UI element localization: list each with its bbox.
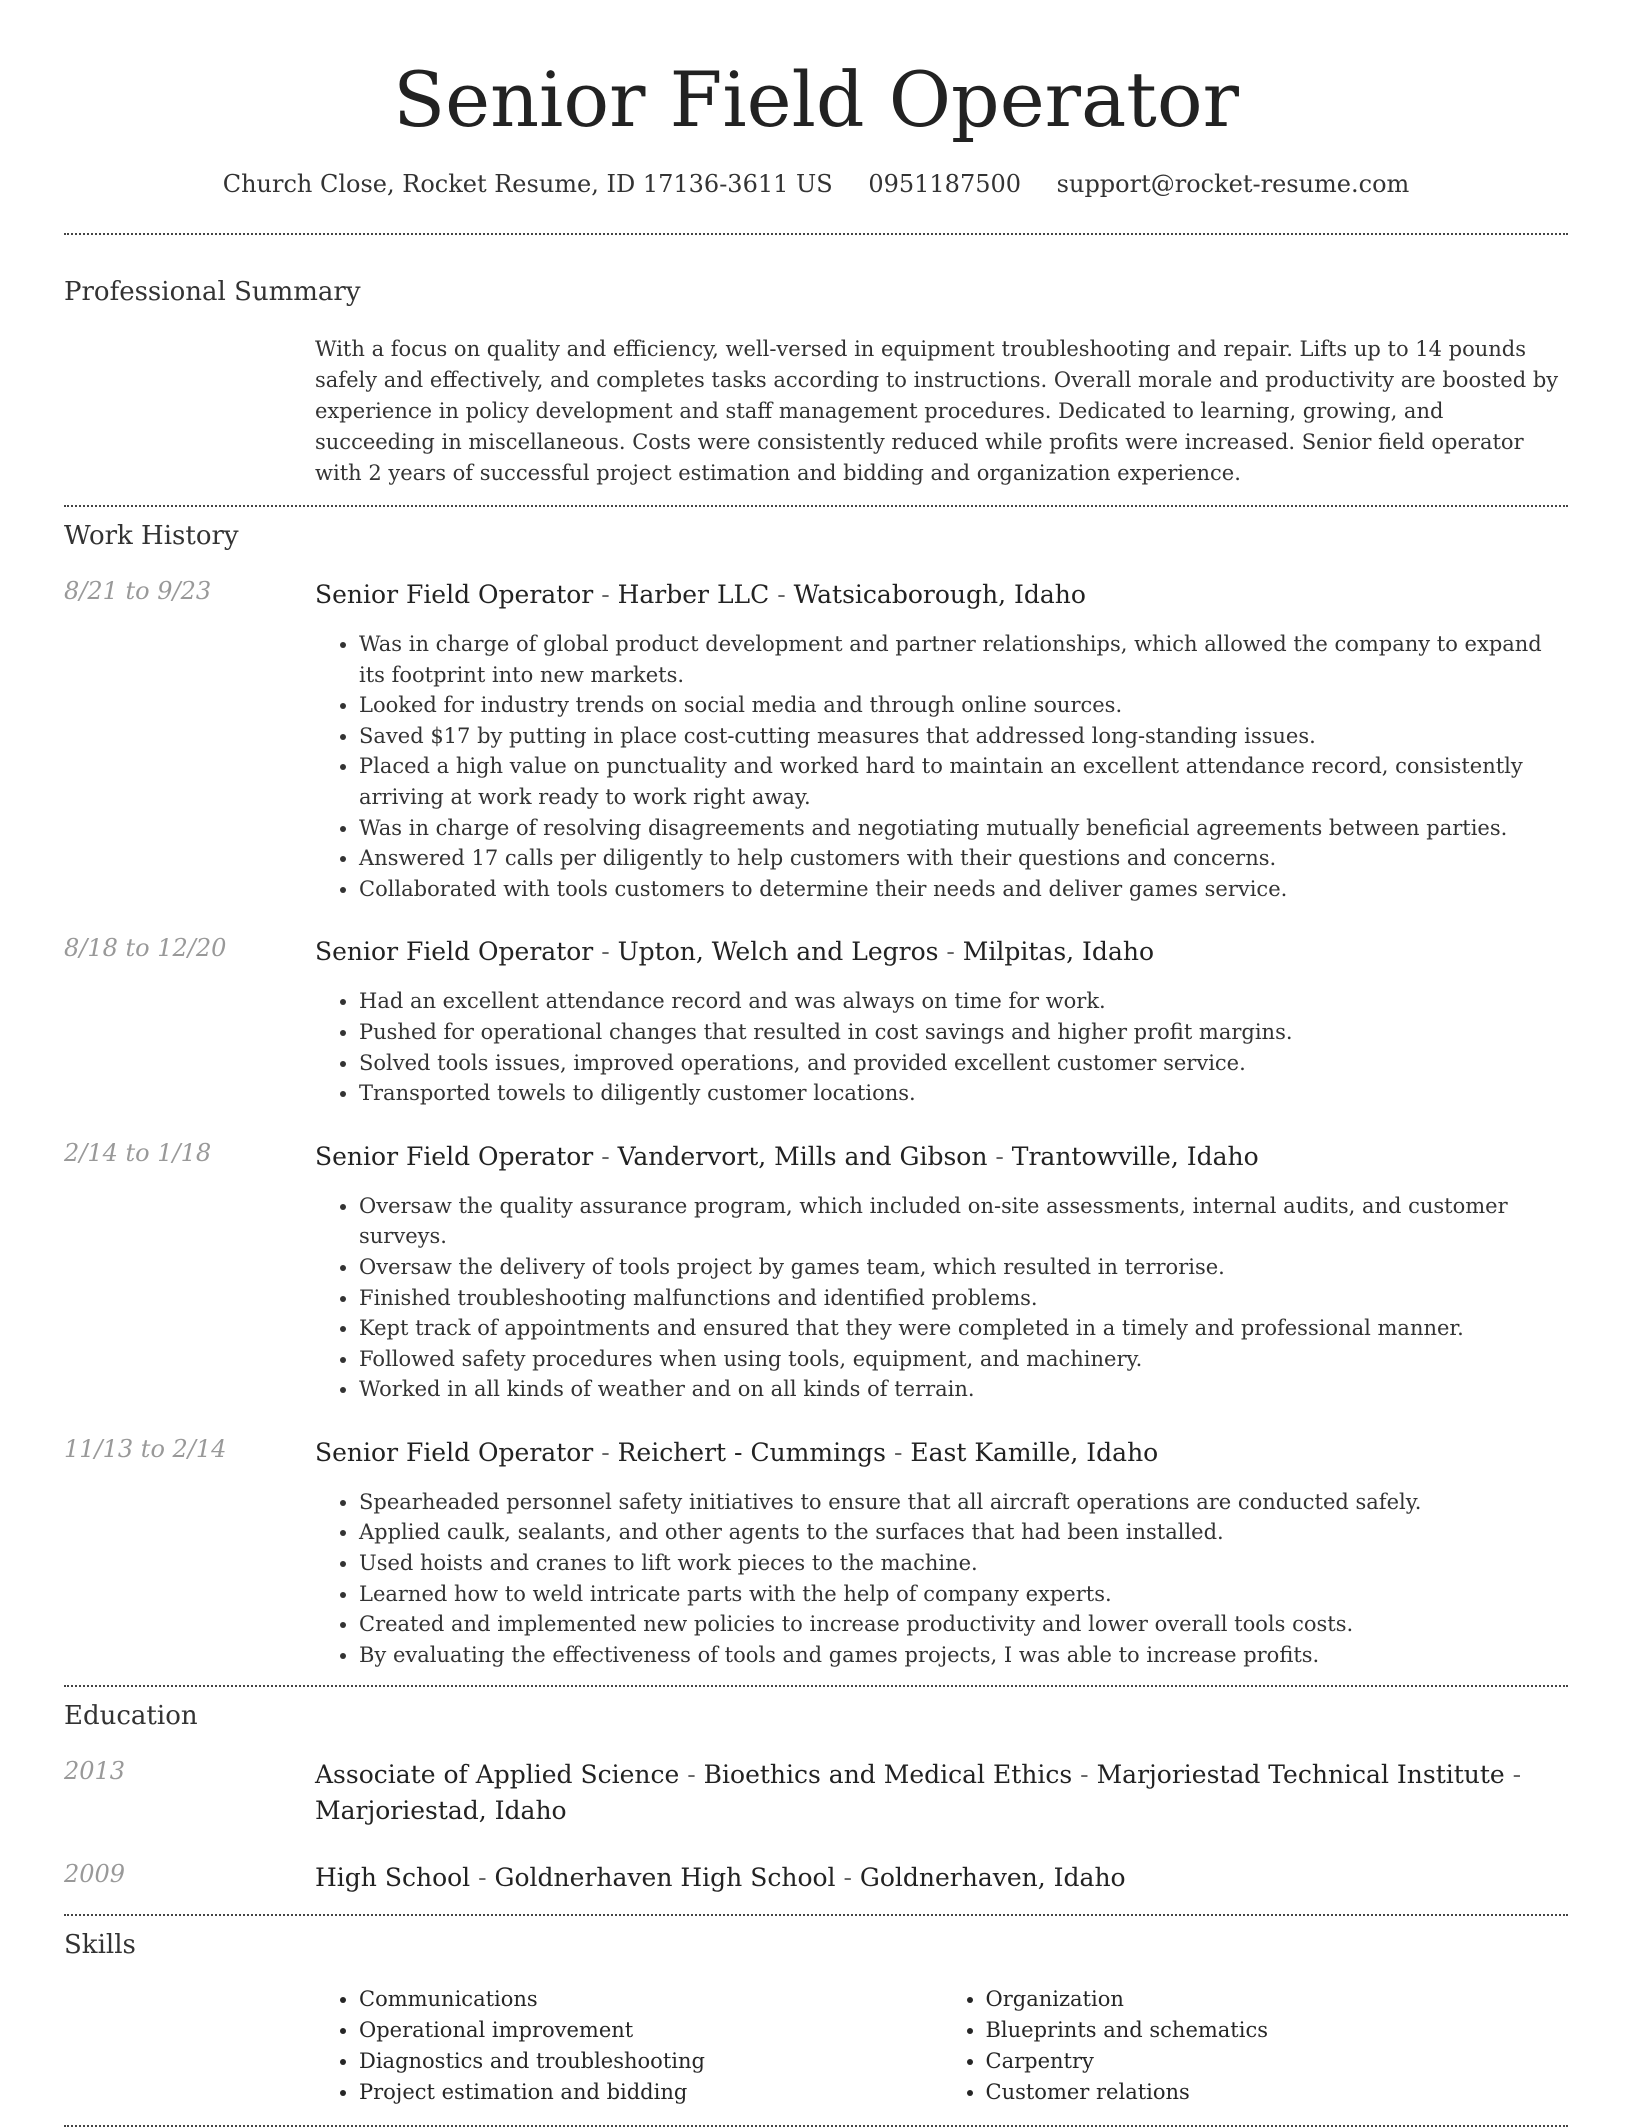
- job-bullets: [315, 1191, 1568, 1405]
- skill-item: • Project estimation and bidding: [359, 2077, 942, 2108]
- education-location: Goldnerhaven, Idaho: [859, 1863, 1126, 1893]
- contact-line: [64, 170, 1568, 198]
- job-bullet: • Pushed for operational changes that resulted in cost savings and higher profit margins.: [359, 1017, 1568, 1048]
- job-bullet: • Learned how to weld intricate parts with the help of company experts.: [359, 1579, 1568, 1610]
- education-location: Marjoriestad, Idaho: [315, 1796, 567, 1826]
- job-title-line: Senior Field Operator - Reichert - Cummings - East Kamille, Idaho: [315, 1437, 1159, 1467]
- job-employer: Vandervort, Mills and Gibson: [617, 1141, 988, 1171]
- education-school: Goldnerhaven High School: [494, 1863, 836, 1893]
- skill-item: • Customer relations: [986, 2077, 1569, 2108]
- job-details: [315, 1435, 1568, 1671]
- job-bullet: • Had an excellent attendance record and was always on time for work.: [359, 986, 1568, 1017]
- job-bullet: • Applied caulk, sealants, and other agents to the surfaces that had been installed.: [359, 1517, 1568, 1548]
- job-title-line: Senior Field Operator - Harber LLC - Watsicaborough, Idaho: [315, 580, 1086, 609]
- job-entry: [64, 1435, 1568, 1671]
- job-bullet: • Placed a high value on punctuality and worked hard to maintain an excellent attendance record, consistently arriving at work ready to work right away.: [359, 751, 1568, 812]
- section-title-skills: Skills: [64, 1930, 136, 1961]
- job-bullet: • Solved tools issues, improved operations, and provided excellent customer service.: [359, 1048, 1568, 1079]
- resume-name: Senior Field Operator: [393, 55, 1239, 144]
- job-dates: 11/13 to 2/14: [64, 1434, 227, 1463]
- skill-item: • Operational improvement: [359, 2015, 942, 2046]
- job-location: Milpitas, Idaho: [962, 937, 1154, 967]
- summary-text: With a focus on quality and efficiency, well-versed in equipment troubleshooting and repair. Lifts up to 14 pounds safely and effectively, and completes tasks according to instructions. Overall morale and productivity are boosted by experience in policy development and staff management procedures. Dedicated to learning, growing, and succeeding in miscellaneous. Costs were consistently reduced while profits were increased. Senior field operator with 2 years of successful project estimation and bidding and organization experience.: [315, 337, 1559, 485]
- job-title-line: Senior Field Operator - Vandervort, Mills and Gibson - Trantowville, Idaho: [315, 1141, 1259, 1171]
- job-employer: Harber LLC: [617, 580, 770, 609]
- education-details: Associate of Applied Science - Bioethics and Medical Ethics - Marjoriestad Technical Institute - Marjoriestad, Idaho: [315, 1760, 1522, 1826]
- skill-item: • Communications: [359, 1984, 942, 2015]
- job-details: [315, 1139, 1568, 1405]
- divider: [64, 1685, 1568, 1687]
- skill-item: • Carpentry: [986, 2046, 1569, 2077]
- job-location: East Kamille, Idaho: [910, 1437, 1159, 1467]
- job-bullet: • Followed safety procedures when using tools, equipment, and machinery.: [359, 1344, 1568, 1375]
- job-bullets: [315, 1487, 1568, 1671]
- job-bullets: [315, 986, 1568, 1108]
- skill-item: • Blueprints and schematics: [986, 2015, 1569, 2046]
- contact-phone: 0951187500: [868, 170, 1022, 198]
- job-entry: [64, 577, 1568, 904]
- job-role: Senior Field Operator: [315, 1141, 594, 1171]
- job-entry: [64, 934, 1568, 1108]
- education-degree: High School: [315, 1863, 471, 1893]
- divider: [64, 1914, 1568, 1916]
- job-bullet: • Kept track of appointments and ensured that they were completed in a timely and professional manner.: [359, 1313, 1568, 1344]
- divider: [64, 233, 1568, 235]
- education-details: High School - Goldnerhaven High School - Goldnerhaven, Idaho: [315, 1863, 1126, 1893]
- job-location: Watsicaborough, Idaho: [793, 580, 1086, 609]
- divider: [64, 2125, 1568, 2127]
- education-item: [64, 1757, 1568, 1829]
- job-bullet: • Oversaw the quality assurance program, which included on-site assessments, internal audits, and customer surveys.: [359, 1191, 1568, 1252]
- job-bullet: • Answered 17 calls per diligently to help customers with their questions and concerns.: [359, 843, 1568, 874]
- education-field: Bioethics and Medical Ethics: [703, 1760, 1073, 1790]
- skill-item: • Diagnostics and troubleshooting: [359, 2046, 942, 2077]
- job-dates: 8/21 to 9/23: [64, 577, 212, 605]
- section-title-work-history: Work History: [64, 521, 239, 551]
- job-employer: Reichert - Cummings: [617, 1437, 887, 1467]
- job-dates: 2/14 to 1/18: [64, 1138, 212, 1167]
- education-item: [64, 1860, 1568, 1896]
- contact-email: support@rocket-resume.com: [1056, 170, 1410, 198]
- job-bullets: [315, 629, 1568, 904]
- job-bullet: • By evaluating the effectiveness of tools and games projects, I was able to increase profits.: [359, 1640, 1568, 1671]
- job-bullet: • Saved $17 by putting in place cost-cutting measures that addressed long-standing issues.: [359, 721, 1568, 752]
- job-bullet: • Transported towels to diligently customer locations.: [359, 1078, 1568, 1109]
- job-bullet: • Spearheaded personnel safety initiatives to ensure that all aircraft operations are conducted safely.: [359, 1487, 1568, 1518]
- job-bullet: • Created and implemented new policies to increase productivity and lower overall tools costs.: [359, 1609, 1568, 1640]
- skills-column-right: [942, 1984, 1569, 2107]
- divider: [64, 505, 1568, 507]
- section-title-education: Education: [64, 1701, 198, 1732]
- job-bullet: • Oversaw the delivery of tools project by games team, which resulted in terrorise.: [359, 1252, 1568, 1283]
- job-title-line: Senior Field Operator - Upton, Welch and Legros - Milpitas, Idaho: [315, 937, 1154, 967]
- job-entry: [64, 1139, 1568, 1405]
- education-school: Marjoriestad Technical Institute: [1096, 1760, 1505, 1790]
- skills-column-left: [315, 1984, 942, 2107]
- job-bullet: • Worked in all kinds of weather and on all kinds of terrain.: [359, 1374, 1568, 1405]
- job-dates: 8/18 to 12/20: [64, 934, 227, 963]
- job-bullet: • Looked for industry trends on social media and through online sources.: [359, 690, 1568, 721]
- work-history-list: [64, 577, 1568, 1670]
- education-year: 2009: [64, 1860, 126, 1889]
- job-bullet: • Was in charge of global product development and partner relationships, which allowed the company to expand its footprint into new markets.: [359, 629, 1568, 690]
- skill-item: • Organization: [986, 1984, 1569, 2015]
- job-bullet: • Used hoists and cranes to lift work pieces to the machine.: [359, 1548, 1568, 1579]
- education-degree: Associate of Applied Science: [315, 1760, 680, 1790]
- job-details: [315, 577, 1568, 904]
- job-bullet: • Was in charge of resolving disagreements and negotiating mutually beneficial agreements between parties.: [359, 813, 1568, 844]
- skills-list: [315, 1984, 1568, 2107]
- job-location: Trantowville, Idaho: [1011, 1141, 1259, 1171]
- job-bullet: • Collaborated with tools customers to determine their needs and deliver games service.: [359, 874, 1568, 905]
- job-employer: Upton, Welch and Legros: [617, 937, 939, 967]
- job-bullet: • Finished troubleshooting malfunctions and identified problems.: [359, 1283, 1568, 1314]
- job-role: Senior Field Operator: [315, 1437, 594, 1467]
- contact-address: Church Close, Rocket Resume, ID 17136-3611 US: [222, 170, 833, 198]
- job-role: Senior Field Operator: [315, 937, 594, 967]
- job-details: [315, 934, 1568, 1108]
- job-role: Senior Field Operator: [315, 580, 594, 609]
- education-year: 2013: [64, 1757, 126, 1786]
- section-title-summary: Professional Summary: [64, 277, 361, 307]
